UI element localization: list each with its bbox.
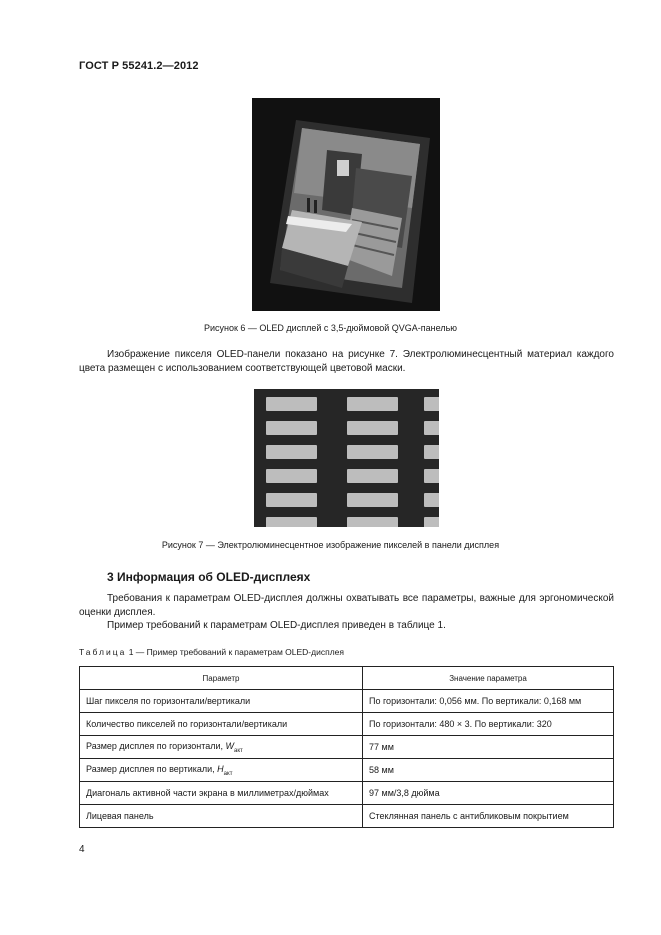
pixel-cell	[424, 445, 439, 459]
pixel-electroluminescence-image	[254, 389, 439, 527]
parameter-subscript: акт	[234, 747, 243, 754]
pixel-cell	[266, 493, 317, 507]
pixel-cell	[424, 397, 439, 411]
table-cell-value: По горизонтали: 0,056 мм. По вертикали: 0,168 мм	[363, 690, 614, 713]
parameter-text: Размер дисплея по горизонтали,	[86, 740, 226, 751]
header-parameter: Параметр	[80, 667, 363, 690]
table-cell-parameter	[80, 759, 363, 782]
table-row	[80, 713, 614, 736]
pixel-cell	[347, 445, 398, 459]
table-header-row	[80, 667, 614, 690]
parameter-symbol: H	[217, 763, 224, 774]
table-row	[80, 736, 614, 759]
pixel-cell	[347, 517, 398, 527]
table-cell-parameter: Шаг пикселя по горизонтали/вертикали	[80, 690, 363, 713]
paragraph-pixel-image-text: Изображение пикселя OLED-панели показано на рисунке 7. Электролюминесцентный материал каждого цвета размещен с использованием соответствующей цветовой маски.	[79, 349, 614, 374]
paragraph-requirements-text: Требования к параметрам OLED-дисплея должны охватывать все параметры, важные для эргономической оценки дисплея.	[79, 593, 614, 618]
table-cell-value: 97 мм/3,8 дюйма	[363, 782, 614, 805]
paragraph-requirements	[79, 592, 614, 619]
table-cell-value: 77 мм	[363, 736, 614, 759]
pixel-cell	[347, 421, 398, 435]
table-row	[80, 782, 614, 805]
parameter-text: Размер дисплея по вертикали,	[86, 763, 218, 774]
table-row	[80, 759, 614, 782]
pixel-cell	[266, 469, 317, 483]
parameter-subscript: акт	[223, 770, 233, 777]
pixel-cell	[347, 397, 398, 411]
figure-6-caption: Рисунок 6 — OLED дисплей с 3,5-дюймовой QVGA-панелью	[203, 323, 458, 333]
table-title-label: Таблица	[79, 647, 127, 657]
pixel-cell	[266, 445, 317, 459]
table-cell-parameter	[80, 736, 363, 759]
table-cell-value: По горизонтали: 480 × 3. По вертикали: 320	[363, 713, 614, 736]
table-cell-parameter: Диагональ активной части экрана в миллиметрах/дюймах	[80, 782, 363, 805]
pixel-cell	[266, 397, 317, 411]
paragraph-pixel-image	[79, 348, 614, 375]
section-title: 3 Информация об OLED-дисплеях	[107, 570, 311, 584]
paragraph-example	[79, 619, 614, 633]
pixel-cell	[266, 421, 317, 435]
pixel-cell	[347, 469, 398, 483]
table-title	[79, 647, 344, 657]
table-cell-parameter: Лицевая панель	[80, 805, 363, 828]
pixel-cell	[347, 493, 398, 507]
oled-display-illustration	[252, 98, 440, 311]
page-number: 4	[79, 844, 85, 855]
document-header: ГОСТ Р 55241.2—2012	[79, 60, 199, 72]
header-value: Значение параметра	[363, 667, 614, 690]
table-cell-value: Стеклянная панель с антибликовым покрытием	[363, 805, 614, 828]
pixel-cell	[424, 469, 439, 483]
table-row	[80, 690, 614, 713]
oled-display-photo	[252, 98, 440, 311]
figure-7-caption: Рисунок 7 — Электролюминесцентное изображение пикселей в панели дисплея	[161, 540, 500, 550]
parameter-symbol: W	[225, 740, 235, 751]
table-cell-value: 58 мм	[363, 759, 614, 782]
pixel-cell	[424, 517, 439, 527]
pixel-cell	[266, 517, 317, 527]
table-cell-parameter: Количество пикселей по горизонтали/вертикали	[80, 713, 363, 736]
pixel-cell	[424, 493, 439, 507]
paragraph-example-text: Пример требований к параметрам OLED-дисплея приведен в таблице 1.	[107, 620, 446, 631]
pixel-cell	[424, 421, 439, 435]
table-title-text: 1 — Пример требований к параметрам OLED-дисплея	[128, 647, 344, 657]
parameters-table	[79, 666, 614, 828]
table-row	[80, 805, 614, 828]
